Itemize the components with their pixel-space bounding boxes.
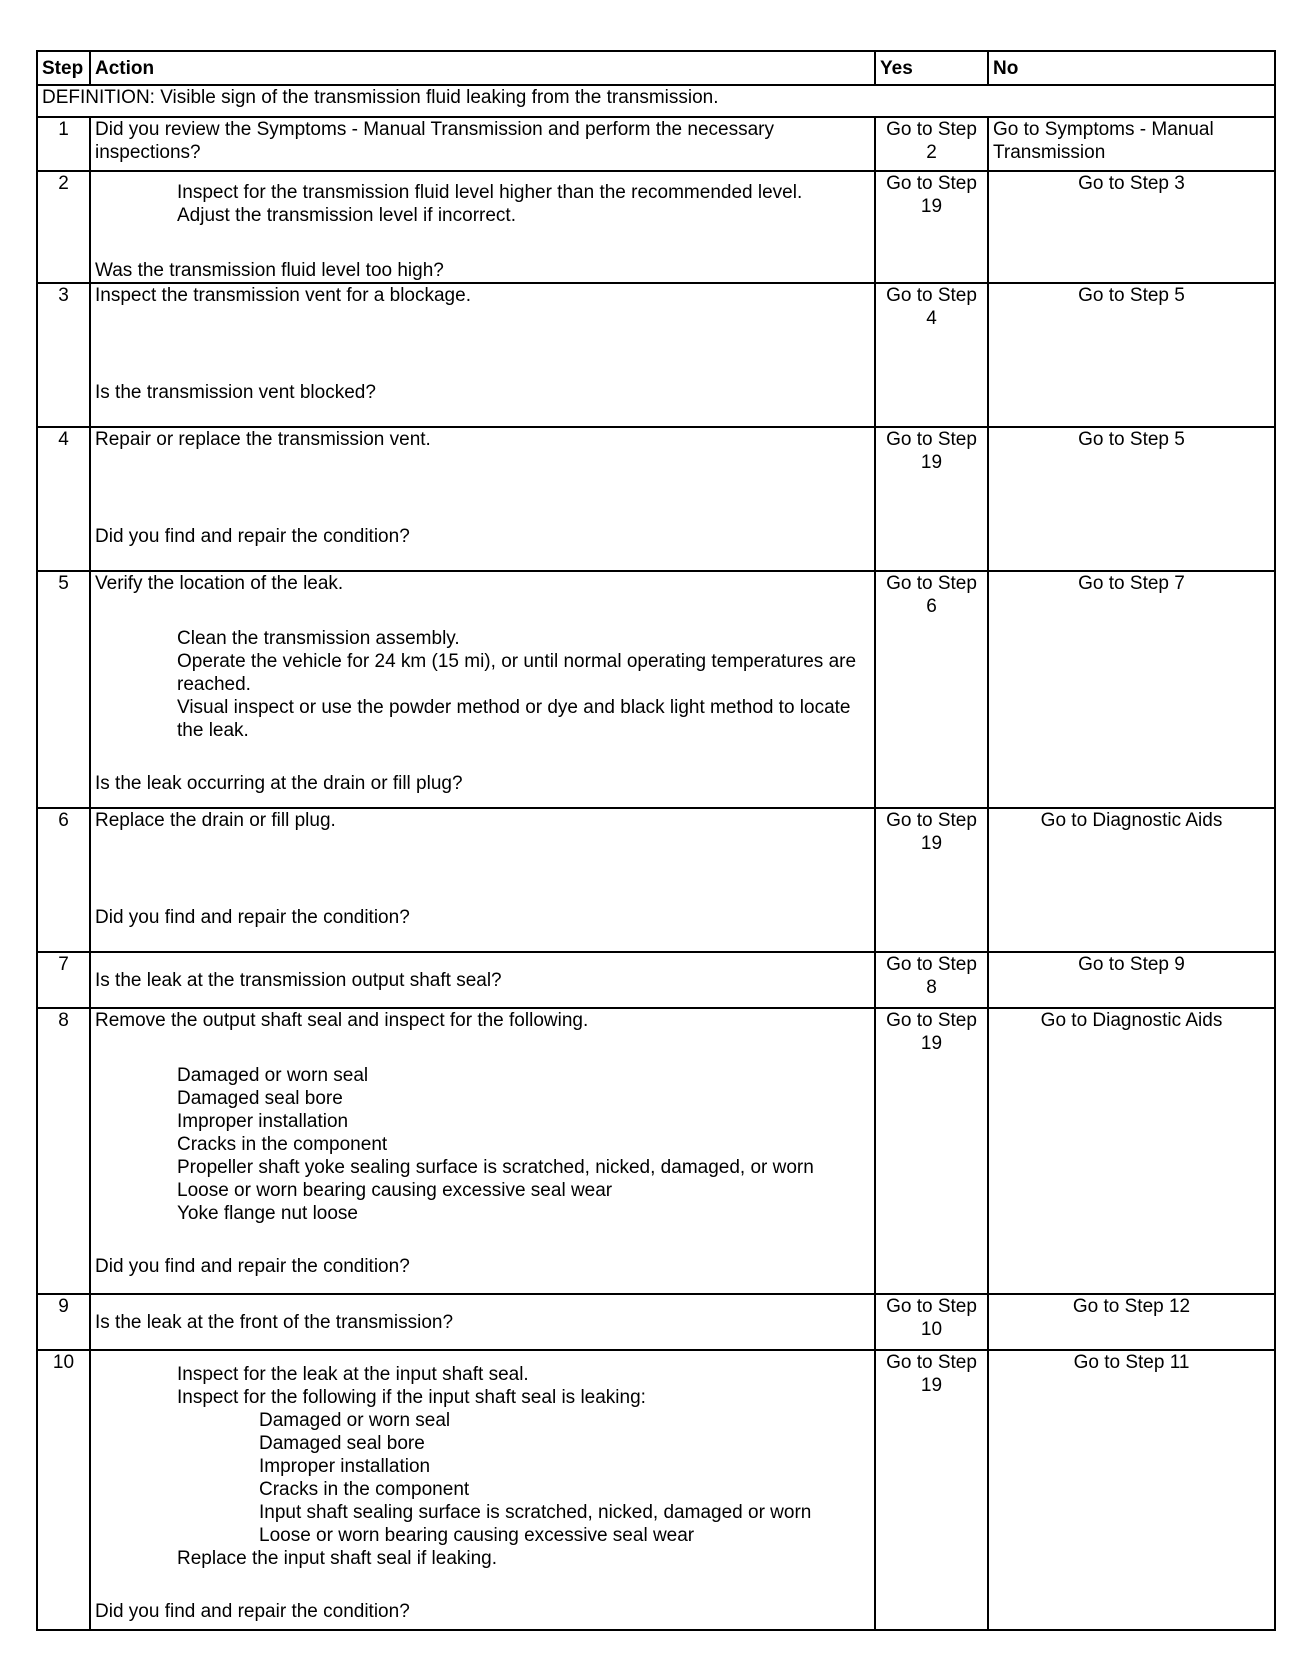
action-cell (90, 808, 875, 952)
yes-cell: Go to Step 19 (875, 171, 988, 283)
action-cell (90, 427, 875, 571)
action-question: Is the leak at the front of the transmission? (95, 1311, 454, 1333)
action-line: Operate the vehicle for 24 km (15 mi), or until normal operating temperatures are reached. (177, 651, 857, 695)
action-question: Did you find and repair the condition? (95, 1256, 410, 1277)
definition-text: DEFINITION: Visible sign of the transmission fluid leaking from the transmission. (37, 85, 1275, 117)
action-line: Clean the transmission assembly. (177, 628, 460, 649)
action-intro: Replace the drain or fill plug. (95, 810, 336, 831)
action-cell (90, 283, 875, 427)
action-question: Did you find and repair the condition? (95, 907, 410, 928)
action-question: Did you find and repair the condition? (95, 1601, 410, 1622)
action-line: Visual inspect or use the powder method or dye and black light method to locate the leak. (177, 697, 851, 741)
step-number: 9 (37, 1294, 90, 1350)
table-row (37, 117, 1275, 171)
yes-cell: Go to Step 19 (875, 1350, 988, 1630)
action-question: Is the leak occurring at the drain or fill plug? (95, 773, 463, 794)
header-step: Step (37, 51, 90, 85)
inspection-item: Input shaft sealing surface is scratched, nicked, damaged or worn (259, 1502, 812, 1523)
action-question: Did you review the Symptoms - Manual Transmission and perform the necessary inspections? (95, 119, 774, 163)
inspection-item: Loose or worn bearing causing excessive seal wear (259, 1525, 695, 1546)
step-number: 1 (37, 117, 90, 171)
action-line: Inspect for the following if the input shaft seal is leaking: (177, 1387, 646, 1408)
yes-cell: Go to Step 10 (875, 1294, 988, 1350)
action-intro: Inspect the transmission vent for a blockage. (95, 285, 471, 306)
inspection-item: Damaged or worn seal (259, 1410, 451, 1431)
no-cell: Go to Diagnostic Aids (988, 808, 1275, 952)
action-intro: Verify the location of the leak. (95, 573, 344, 594)
yes-cell: Go to Step 4 (875, 283, 988, 427)
action-line: Adjust the transmission level if incorrect. (177, 205, 516, 226)
step-number: 3 (37, 283, 90, 427)
no-cell: Go to Step 5 (988, 283, 1275, 427)
step-number: 7 (37, 952, 90, 1008)
inspection-item: Improper installation (259, 1456, 431, 1477)
table-row (37, 283, 1275, 427)
yes-cell: Go to Step 19 (875, 808, 988, 952)
yes-cell: Go to Step 6 (875, 571, 988, 808)
step-number: 6 (37, 808, 90, 952)
diagnostic-table (36, 50, 1276, 1631)
table-row (37, 171, 1275, 283)
action-line: Inspect for the leak at the input shaft seal. (177, 1364, 529, 1385)
inspection-item: Loose or worn bearing causing excessive seal wear (177, 1180, 613, 1201)
inspection-item: Yoke flange nut loose (177, 1203, 359, 1224)
no-cell: Go to Step 11 (988, 1350, 1275, 1630)
no-cell: Go to Symptoms - Manual Transmission (988, 117, 1275, 171)
action-cell (90, 117, 875, 171)
action-question: Was the transmission fluid level too high? (95, 260, 444, 281)
table-row (37, 952, 1275, 1008)
action-cell (90, 1008, 875, 1294)
no-cell: Go to Step 3 (988, 171, 1275, 283)
yes-cell: Go to Step 2 (875, 117, 988, 171)
inspection-item: Damaged or worn seal (177, 1065, 369, 1086)
action-line: Inspect for the transmission fluid level higher than the recommended level. (177, 182, 803, 203)
step-number: 4 (37, 427, 90, 571)
action-question: Is the leak at the transmission output shaft seal? (95, 969, 502, 991)
action-intro: Repair or replace the transmission vent. (95, 429, 431, 450)
header-row (37, 51, 1275, 85)
action-question: Is the transmission vent blocked? (95, 382, 376, 403)
action-cell (90, 571, 875, 808)
action-cell (90, 1350, 875, 1630)
step-number: 5 (37, 571, 90, 808)
table-row (37, 1294, 1275, 1350)
step-number: 2 (37, 171, 90, 283)
header-action: Action (90, 51, 875, 85)
action-cell (90, 171, 875, 283)
inspection-item: Improper installation (177, 1111, 349, 1132)
action-line: Replace the input shaft seal if leaking. (177, 1548, 498, 1569)
no-cell: Go to Step 12 (988, 1294, 1275, 1350)
table-row (37, 808, 1275, 952)
no-cell: Go to Step 5 (988, 427, 1275, 571)
no-cell: Go to Diagnostic Aids (988, 1008, 1275, 1294)
table-row (37, 1008, 1275, 1294)
yes-cell: Go to Step 19 (875, 1008, 988, 1294)
yes-cell: Go to Step 19 (875, 427, 988, 571)
table-row (37, 427, 1275, 571)
action-cell (90, 1294, 875, 1350)
action-intro: Remove the output shaft seal and inspect for the following. (95, 1010, 589, 1031)
action-cell (90, 952, 875, 1008)
inspection-item: Cracks in the component (259, 1479, 470, 1500)
inspection-item: Propeller shaft yoke sealing surface is scratched, nicked, damaged, or worn (177, 1157, 814, 1178)
inspection-item: Cracks in the component (177, 1134, 388, 1155)
yes-cell: Go to Step 8 (875, 952, 988, 1008)
inspection-item: Damaged seal bore (259, 1433, 425, 1454)
header-no: No (988, 51, 1275, 85)
no-cell: Go to Step 7 (988, 571, 1275, 808)
table-row (37, 1350, 1275, 1630)
step-number: 10 (37, 1350, 90, 1630)
definition-row (37, 85, 1275, 117)
action-question: Did you find and repair the condition? (95, 526, 410, 547)
table-row (37, 571, 1275, 808)
inspection-item: Damaged seal bore (177, 1088, 343, 1109)
header-yes: Yes (875, 51, 988, 85)
no-cell: Go to Step 9 (988, 952, 1275, 1008)
step-number: 8 (37, 1008, 90, 1294)
